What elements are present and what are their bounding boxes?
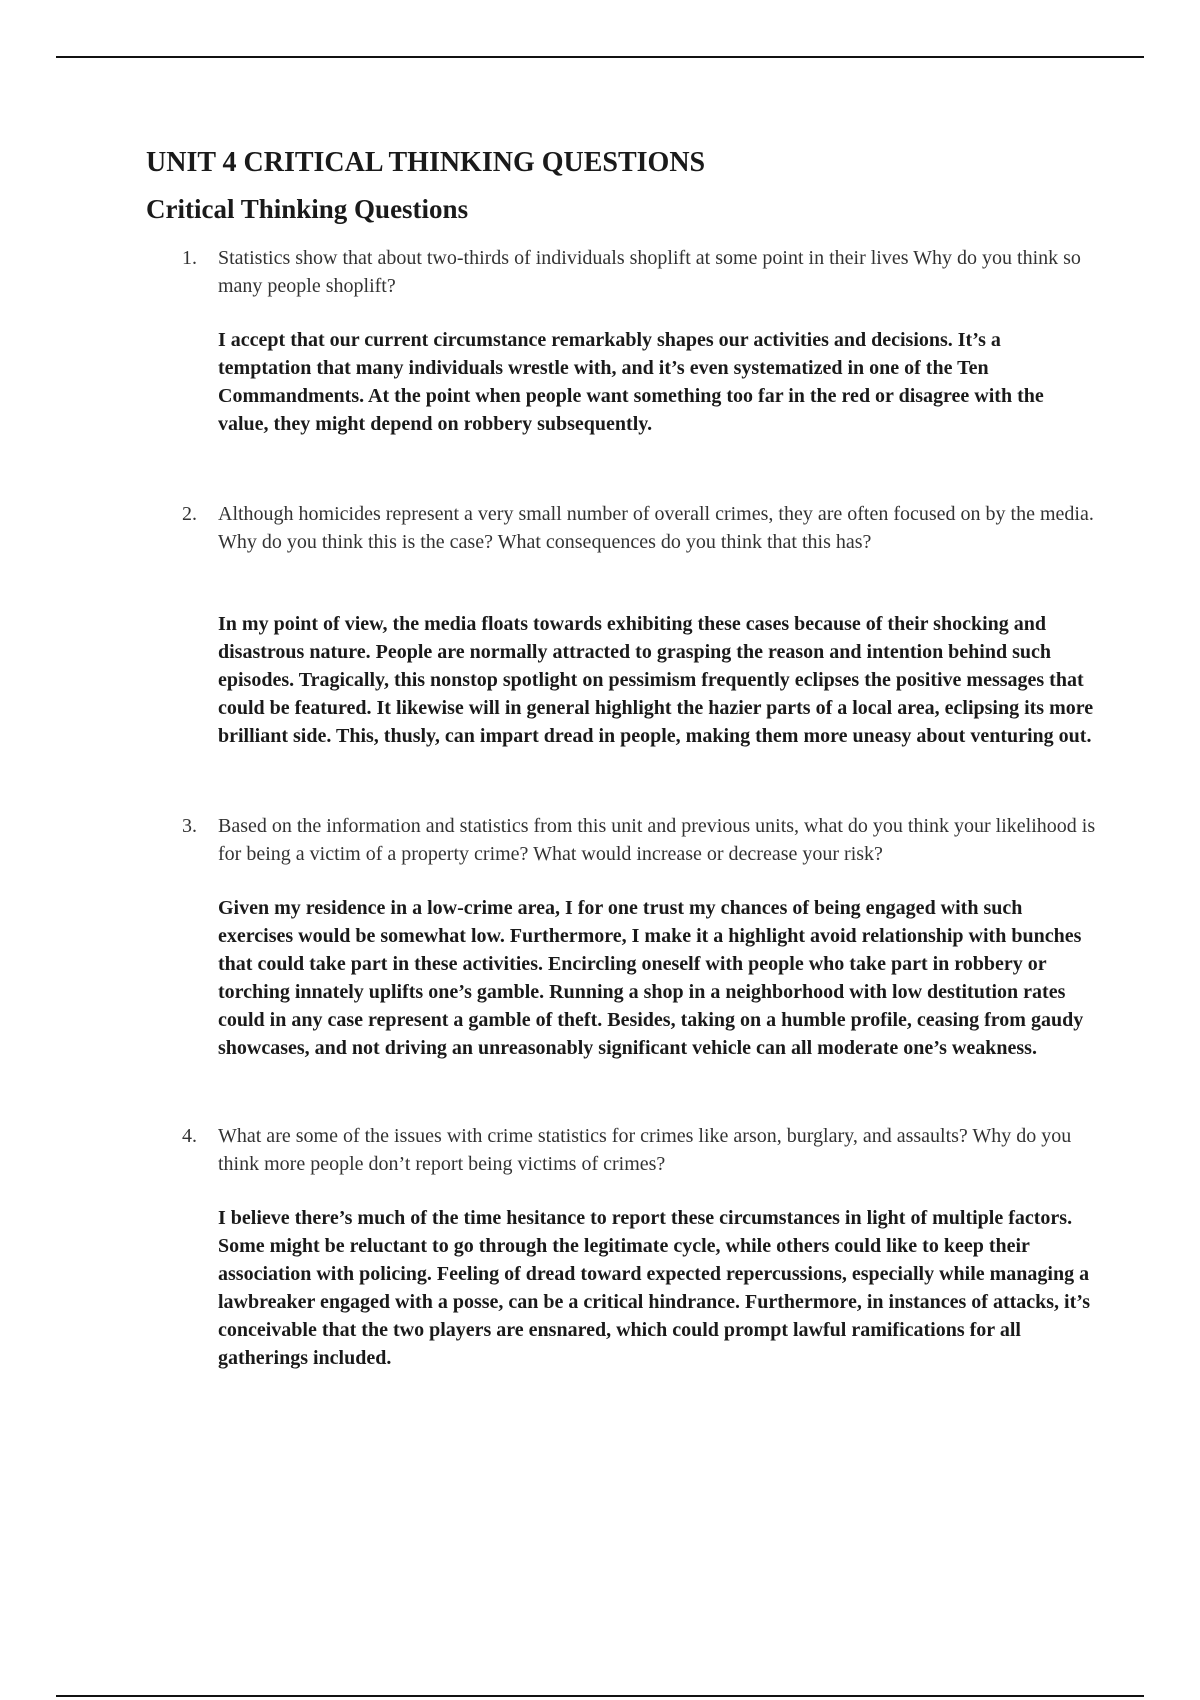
answer-text: I believe there’s much of the time hesitance to report these circumstances in light of multiple factors. Some might be reluctant to go through the legitimate cycle, while others could like to keep their association with policing. Feeling of dread toward expected repercussions, especially while managing a lawbreaker engaged with a posse, can be a critical hindrance. Furthermore, in instances of attacks, it’s conceivable that the two players are ensnared, which could prompt lawful ramifications for all gatherings included. xyxy=(218,1207,1090,1369)
question-number: 4. xyxy=(182,1125,197,1147)
top-rule xyxy=(56,56,1144,58)
question-item-3 xyxy=(146,812,1096,1062)
answer-text: Given my residence in a low-crime area, I for one trust my chances of being engaged with such exercises would be somewhat low. Furthermore, I make it a highlight avoid relationship with bunches that could take part in these activities. Encircling oneself with people who take part in robbery or torching innately uplifts one’s gamble. Running a shop in a neighborhood with low destitution rates could in any case represent a gamble of theft. Besides, taking on a humble profile, ceasing from gaudy showcases, and not driving an unreasonably significant vehicle can all moderate one’s weakness. xyxy=(218,897,1084,1059)
question-item-1 xyxy=(146,244,1096,438)
question-text: Based on the information and statistics from this unit and previous units, what do you think your likelihood is for being a victim of a property crime? What would increase or decrease your risk? xyxy=(218,815,1096,865)
question-number: 1. xyxy=(182,247,197,269)
bottom-rule xyxy=(56,1695,1144,1697)
question-item-2 xyxy=(146,500,1096,750)
answer-text: I accept that our current circumstance remarkably shapes our activities and decisions. It’s a temptation that many individuals wrestle with, and it’s even systematized in one of the Ten Commandments. At the point when people want something too far in the red or disagree with the value, they might depend on robbery subsequently. xyxy=(218,329,1044,435)
question-text: Although homicides represent a very small number of overall crimes, they are often focused on by the media. Why do you think this is the case? What consequences do you think that this has? xyxy=(218,503,1094,553)
document-subtitle: Critical Thinking Questions xyxy=(146,194,469,224)
question-item-4 xyxy=(146,1122,1096,1372)
question-text: What are some of the issues with crime statistics for crimes like arson, burglary, and assaults? Why do you think more people don’t report being victims of crimes? xyxy=(218,1125,1072,1175)
answer-text: In my point of view, the media floats towards exhibiting these cases because of their shocking and disastrous nature. People are normally attracted to grasping the reason and intention behind such episodes. Tragically, this nonstop spotlight on pessimism frequently eclipses the positive messages that could be featured. It likewise will in general highlight the hazier parts of a local area, eclipsing its more brilliant side. This, thusly, can impart dread in people, making them more uneasy about venturing out. xyxy=(218,613,1094,747)
document-body xyxy=(146,146,1096,1372)
question-list xyxy=(146,244,1096,1372)
document-title: UNIT 4 CRITICAL THINKING QUESTIONS xyxy=(146,147,706,178)
question-number: 2. xyxy=(182,503,197,525)
question-text: Statistics show that about two-thirds of individuals shoplift at some point in their lives Why do you think so many people shoplift? xyxy=(218,247,1081,297)
question-number: 3. xyxy=(182,815,197,837)
